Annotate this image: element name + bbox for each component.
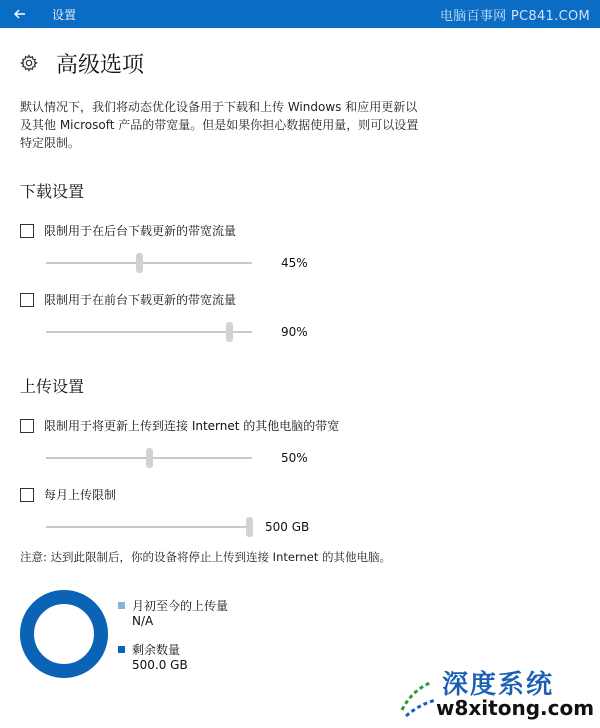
upload-limit-checkbox[interactable] xyxy=(20,419,34,433)
slider-thumb[interactable] xyxy=(226,322,233,342)
watermark-url: w8xitong.com xyxy=(436,696,595,720)
upload-section-title: 上传设置 xyxy=(20,377,85,396)
slider-value: 50% xyxy=(281,451,308,465)
slider-track xyxy=(46,331,252,333)
donut-remaining-arc xyxy=(27,597,101,671)
watermark-title: 深度系统 xyxy=(442,670,555,700)
monthly-limit-slider[interactable] xyxy=(46,517,366,537)
arrow-left-icon xyxy=(14,8,26,20)
foreground-limit-checkbox-row[interactable] xyxy=(20,291,236,308)
foreground-limit-slider[interactable] xyxy=(46,322,366,342)
description-text: 默认情况下，我们将动态优化设备用于下载和上传 Windows 和应用更新以及其他 Microsoft 产品的带宽量。但是如果你担心数据使用量，则可以设置特定限制。 xyxy=(20,100,419,150)
foreground-limit-label: 限制用于在前台下载更新的带宽流量 xyxy=(44,293,237,307)
download-section-title: 下载设置 xyxy=(20,182,85,201)
legend-uploaded-swatch xyxy=(118,602,125,609)
background-limit-label: 限制用于在后台下载更新的带宽流量 xyxy=(44,224,237,238)
watermark-swirl-icon xyxy=(396,670,440,720)
page-title: 高级选项 xyxy=(56,52,145,78)
background-limit-slider[interactable] xyxy=(46,253,366,273)
upload-limit-slider[interactable] xyxy=(46,448,366,468)
monthly-limit-checkbox[interactable] xyxy=(20,488,34,502)
slider-value: 45% xyxy=(281,256,308,270)
page-header xyxy=(20,48,144,78)
title-bar xyxy=(0,0,600,28)
legend-uploaded-label: 月初至今的上传量 xyxy=(132,599,229,613)
upload-limit-checkbox-row[interactable] xyxy=(20,417,339,434)
upload-limit-note: 注意: 达到此限制后，你的设备将停止上传到连接 Internet 的其他电脑。 xyxy=(20,550,392,564)
monthly-limit-label: 每月上传限制 xyxy=(44,488,117,502)
slider-value: 90% xyxy=(281,325,308,339)
watermark-text: 电脑百事网 PC841.COM xyxy=(439,9,590,24)
slider-value: 500 GB xyxy=(265,520,310,534)
app-title: 设置 xyxy=(52,8,77,22)
background-limit-checkbox[interactable] xyxy=(20,224,34,238)
legend-remaining-value: 500.0 GB xyxy=(132,658,188,672)
slider-thumb[interactable] xyxy=(246,517,253,537)
background-limit-checkbox-row[interactable] xyxy=(20,222,236,239)
slider-thumb[interactable] xyxy=(146,448,153,468)
back-button[interactable] xyxy=(0,0,40,28)
legend-remaining-swatch xyxy=(118,646,125,653)
watermark-logo xyxy=(396,664,596,724)
slider-track xyxy=(46,526,252,528)
upload-limit-label: 限制用于将更新上传到连接 Internet 的其他电脑的带宽 xyxy=(44,419,340,433)
usage-donut-chart xyxy=(20,590,108,678)
slider-track xyxy=(46,262,252,264)
foreground-limit-checkbox[interactable] xyxy=(20,293,34,307)
legend-remaining-label: 剩余数量 xyxy=(132,643,181,657)
slider-thumb[interactable] xyxy=(136,253,143,273)
gear-icon xyxy=(20,54,38,72)
legend-uploaded-value: N/A xyxy=(132,614,154,628)
monthly-limit-checkbox-row[interactable] xyxy=(20,486,116,503)
